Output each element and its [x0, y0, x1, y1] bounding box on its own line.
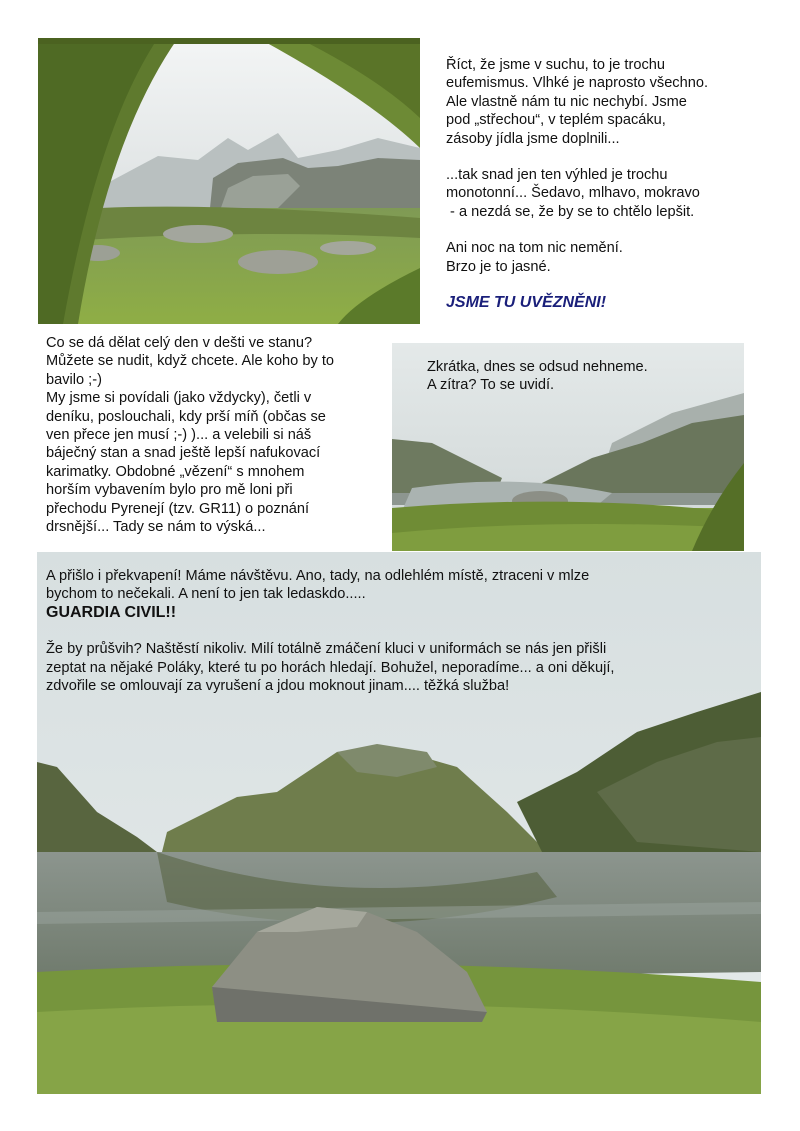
text-line: monotonní... Šedavo, mlhavo, mokravo [446, 185, 700, 202]
text-line: přechodu Pyrenejí (tzv. GR11) o poznání [46, 500, 310, 517]
text-line: ...tak snad jen ten výhled je trochu [446, 167, 668, 184]
text-line: My jsme si povídali (jako vždycky), četli v [46, 390, 312, 407]
text-line: bychom to nečekali. A není to jen tak ledaskdo..... [46, 586, 366, 603]
text-line: horším vybavením bylo pro mě loni při [46, 482, 293, 499]
text-line: Co se dá dělat celý den v dešti ve stanu? [46, 335, 313, 351]
text-line: - a nezdá se, že by se to chtělo lepšit. [446, 203, 695, 220]
text-line: báječný stan a snad ještě lepší nafukovací [46, 445, 321, 462]
text-line: zeptat na nějaké Poláky, které tu po horách hledají. Bohužel, neporadíme... a oni děkují, [46, 659, 615, 676]
text-line: pod „střechou“, v teplém spacáku, [446, 112, 666, 129]
mountain-lake-photo [37, 552, 761, 1094]
tent-view-photo [38, 38, 420, 324]
surprise-visit-text-block [46, 567, 756, 695]
foggy-lake-photo [392, 343, 744, 551]
text-line: bavilo ;-) [46, 371, 102, 388]
intro-text-block [446, 56, 776, 312]
text-line: Říct, že jsme v suchu, to je trochu [446, 57, 665, 73]
text-line: Ale vlastně nám tu nic nechybí. Jsme [446, 93, 687, 110]
guardia-civil-heading: GUARDIA CIVIL!! [46, 603, 177, 621]
text-line: Ani noc na tom nic nemění. [446, 240, 623, 257]
text-line: A přišlo i překvapení! Máme návštěvu. Ano, tady, na odlehlém místě, ztraceni v mlze [46, 568, 590, 584]
stay-text-block [427, 358, 737, 395]
text-line: deníku, poslouchali, kdy prší míň (občas se [46, 408, 326, 425]
text-line: karimatky. Obdobné „vězení“ s mnohem [46, 463, 305, 480]
text-line: Brzo je to jasné. [446, 258, 551, 275]
text-line: zdvořile se omlouvají za vyrušení a jdou moknout jinam.... těžká služba! [46, 678, 510, 695]
text-line: zásoby jídla jsme doplnili... [446, 130, 620, 147]
text-line: drsnější... Tady se nám to výská... [46, 519, 266, 536]
rainy-day-text-block [46, 334, 391, 536]
text-line: Můžete se nudit, když chcete. Ale koho by to [46, 353, 334, 370]
text-line: Zkrátka, dnes se odsud nehneme. [427, 359, 648, 375]
text-line: ven přece jen musí ;-) )... a velebili si náš [46, 427, 312, 444]
text-line: eufemismus. Vlhké je naprosto všechno. [446, 75, 709, 92]
text-line: Že by průšvih? Naštěstí nikoliv. Milí totálně zmáčení kluci v uniformách se nás jen přišli [46, 641, 607, 658]
text-line: A zítra? To se uvidí. [427, 377, 555, 394]
trapped-alert-heading: JSME TU UVĚZNĚNI! [446, 294, 607, 312]
